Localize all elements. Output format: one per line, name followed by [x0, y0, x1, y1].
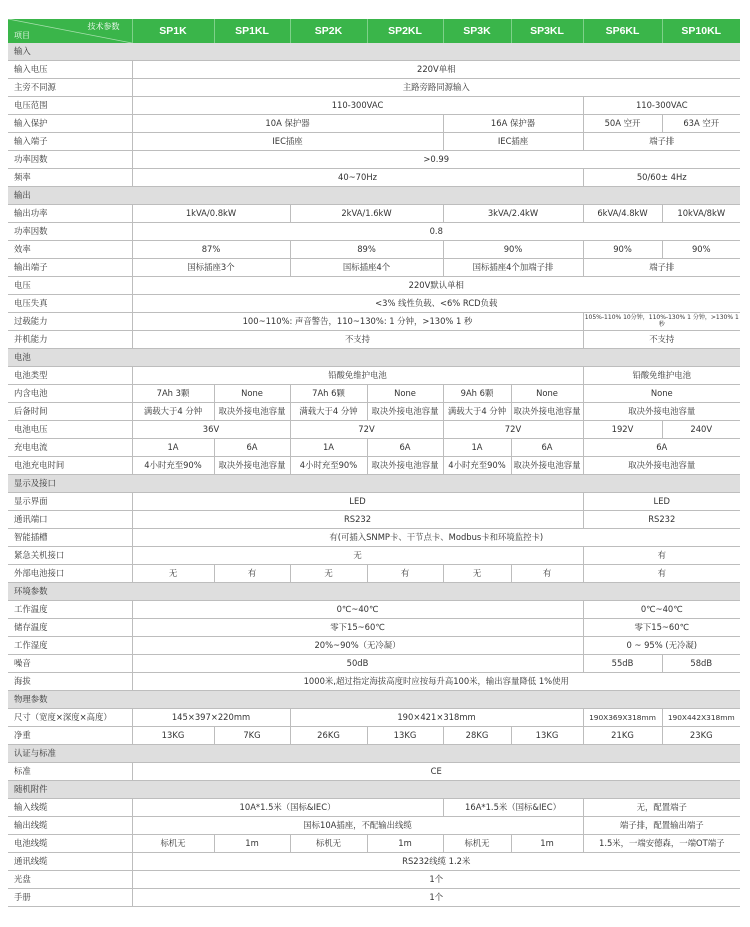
corner-header — [8, 19, 132, 43]
table-row: 频率 40~70Hz 50/60± 4Hz — [8, 169, 740, 187]
model-sp2k: SP2K — [290, 19, 367, 43]
table-row: 海拔 1000米,超过指定海拔高度时应按每升高100米，输出容量降低 1%使用 — [8, 673, 740, 691]
model-sp1k: SP1K — [132, 19, 214, 43]
model-sp10kl: SP10KL — [662, 19, 740, 43]
model-sp2kl: SP2KL — [367, 19, 443, 43]
section-output: 输出 — [8, 187, 740, 205]
table-row: 工作温度 0℃~40℃ 0℃~40℃ — [8, 601, 740, 619]
table-row: 手册 1个 — [8, 889, 740, 907]
table-row: 电压范围 110-300VAC 110-300VAC — [8, 97, 740, 115]
section-display: 显示及接口 — [8, 475, 740, 493]
table-row: 功率因数 0.8 — [8, 223, 740, 241]
model-sp1kl: SP1KL — [214, 19, 290, 43]
table-row: 电压失真 <3% 线性负载、<6% RCD负载 — [8, 295, 740, 313]
section-physical: 物理参数 — [8, 691, 740, 709]
table-row: 内含电池 7Ah 3颗 None 7Ah 6颗 None 9Ah 6颗 None None — [8, 385, 740, 403]
table-row: 过载能力 100~110%: 声音警告，110~130%: 1 分钟，>130% 1 秒 105%-110% 10分钟，110%-130% 1 分钟，>130% 1秒 — [8, 313, 740, 331]
model-sp6kl: SP6KL — [583, 19, 662, 43]
corner-params-label: 技术参数 — [87, 22, 120, 31]
table-row: 尺寸（宽度×深度×高度） 145×397×220mm 190×421×318mm 190X369X318mm 190X442X318mm — [8, 709, 740, 727]
table-row: 后备时间 满载大于4 分钟 取决外接电池容量 满载大于4 分钟 取决外接电池容量 满载大于4 分钟 取决外接电池容量 取决外接电池容量 — [8, 403, 740, 421]
table-row: 电池充电时间 4小时充至90% 取决外接电池容量 4小时充至90% 取决外接电池容量 4小时充至90% 取决外接电池容量 取决外接电池容量 — [8, 457, 740, 475]
table-row: 显示界面 LED LED — [8, 493, 740, 511]
table-row: 输出功率 1kVA/0.8kW 2kVA/1.6kW 3kVA/2.4kW 6kVA/4.8kW 10kVA/8kW — [8, 205, 740, 223]
table-row: 电池线缆 标机无 1m 标机无 1m 标机无 1m 1.5米，一端安德森，一端OT端子 — [8, 835, 740, 853]
table-row: 效率 87% 89% 90% 90% 90% — [8, 241, 740, 259]
section-input: 输入 — [8, 43, 740, 61]
section-certification: 认证与标准 — [8, 745, 740, 763]
model-sp3k: SP3K — [443, 19, 511, 43]
table-row: 输入保护 10A 保护器 16A 保护器 50A 空开 63A 空开 — [8, 115, 740, 133]
table-row: 净重 13KG 7KG 26KG 13KG 28KG 13KG 21KG 23KG — [8, 727, 740, 745]
table-row: 输入端子 IEC插座 IEC插座 端子排 — [8, 133, 740, 151]
table-row: 标准 CE — [8, 763, 740, 781]
table-row: 电池类型 铅酸免维护电池 铅酸免维护电池 — [8, 367, 740, 385]
table-row: 储存温度 零下15~60℃ 零下15~60℃ — [8, 619, 740, 637]
table-row: 充电电流 1A 6A 1A 6A 1A 6A 6A — [8, 439, 740, 457]
table-row: 电池电压 36V 72V 72V 192V 240V — [8, 421, 740, 439]
table-row: 输入电压 220V单相 — [8, 61, 740, 79]
table-row: 输出线缆 国标10A插座，不配输出线缆 端子排，配置输出端子 — [8, 817, 740, 835]
table-row: 外部电池接口 无 有 无 有 无 有 有 — [8, 565, 740, 583]
table-row: 工作湿度 20%~90%（无冷凝） 0 ~ 95% (无冷凝) — [8, 637, 740, 655]
section-battery: 电池 — [8, 349, 740, 367]
table-row: 紧急关机接口 无 有 — [8, 547, 740, 565]
table-row: 功率因数 >0.99 — [8, 151, 740, 169]
table-row: 电压 220V默认单相 — [8, 277, 740, 295]
table-row: 主旁不同源 主路旁路同源输入 — [8, 79, 740, 97]
model-sp3kl: SP3KL — [511, 19, 583, 43]
table-row: 光盘 1个 — [8, 871, 740, 889]
table-row: 智能插槽 有(可插入SNMP卡、干节点卡、Modbus卡和环境监控卡) — [8, 529, 740, 547]
table-row: 通讯线缆 RS232线缆 1.2米 — [8, 853, 740, 871]
table-row: 输出端子 国标插座3个 国标插座4个 国标插座4个加端子排 端子排 — [8, 259, 740, 277]
table-row: 并机能力 不支持 不支持 — [8, 331, 740, 349]
table-row: 输入线缆 10A*1.5米（国标&IEC） 16A*1.5米（国标&IEC） 无，配置端子 — [8, 799, 740, 817]
table-row: 噪音 50dB 55dB 58dB — [8, 655, 740, 673]
section-environment: 环境参数 — [8, 583, 740, 601]
corner-item-label: 项目 — [14, 31, 30, 40]
table-row: 通讯端口 RS232 RS232 — [8, 511, 740, 529]
header-row — [8, 19, 740, 43]
section-accessories: 随机附件 — [8, 781, 740, 799]
spec-table — [8, 19, 740, 907]
